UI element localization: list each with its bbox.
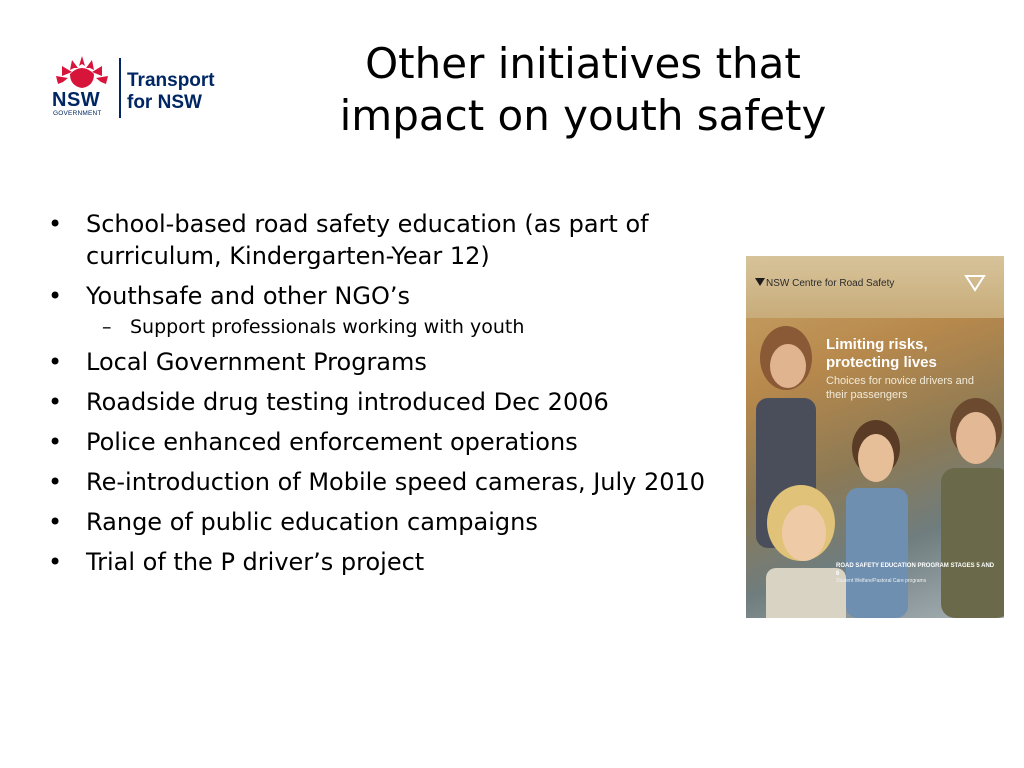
brochure-cover-image xyxy=(746,256,1004,618)
waratah-icon xyxy=(50,52,114,92)
government-label: GOVERNMENT xyxy=(53,110,102,117)
logo-brand-line1: Transport xyxy=(127,70,215,91)
logo-brand-line2: for NSW xyxy=(127,92,202,113)
transport-for-nsw-logo xyxy=(50,52,236,122)
bullet-item: • Range of public education campaigns xyxy=(48,506,748,538)
sub-bullet-text: Support professionals working with youth xyxy=(130,316,525,338)
cover-headline: Limiting risks, protecting lives xyxy=(826,336,937,371)
cover-program-sublabel: Student Welfare/Pastoral Care programs xyxy=(836,578,927,584)
slide-title xyxy=(258,38,908,142)
rta-logo-icon xyxy=(964,272,986,292)
bullet-item: • Roadside drug testing introduced Dec 2006 xyxy=(48,386,748,418)
logo-brand-text xyxy=(127,70,215,114)
cover-subheadline: Choices for novice drivers and their passengers xyxy=(826,375,974,401)
nsw-wordmark: NSW xyxy=(52,89,101,111)
bullet-item: • Re-introduction of Mobile speed cameras, July 2010 xyxy=(48,466,748,498)
bullet-list xyxy=(48,208,748,586)
sub-bullet-dash: – xyxy=(102,316,112,338)
centre-road-safety-icon xyxy=(754,276,766,288)
bullet-item: • Local Government Programs xyxy=(48,346,748,378)
bullet-item: • Police enhanced enforcement operations xyxy=(48,426,748,458)
cover-program-label: ROAD SAFETY EDUCATION PROGRAM STAGES 5 AND 6 xyxy=(836,563,995,577)
logo-divider xyxy=(119,58,121,118)
title-line-1: Other initiatives that xyxy=(365,39,801,88)
title-line-2: impact on youth safety xyxy=(339,91,827,140)
bullet-item: • Youthsafe and other NGO’s xyxy=(48,280,748,312)
bullet-item: • Trial of the P driver’s project xyxy=(48,546,748,578)
bullet-item: • School-based road safety education (as part of curriculum, Kindergarten-Year 12) xyxy=(48,208,748,272)
sub-bullet-item xyxy=(48,314,748,340)
cover-org-name: NSW Centre for Road Safety xyxy=(766,278,895,289)
